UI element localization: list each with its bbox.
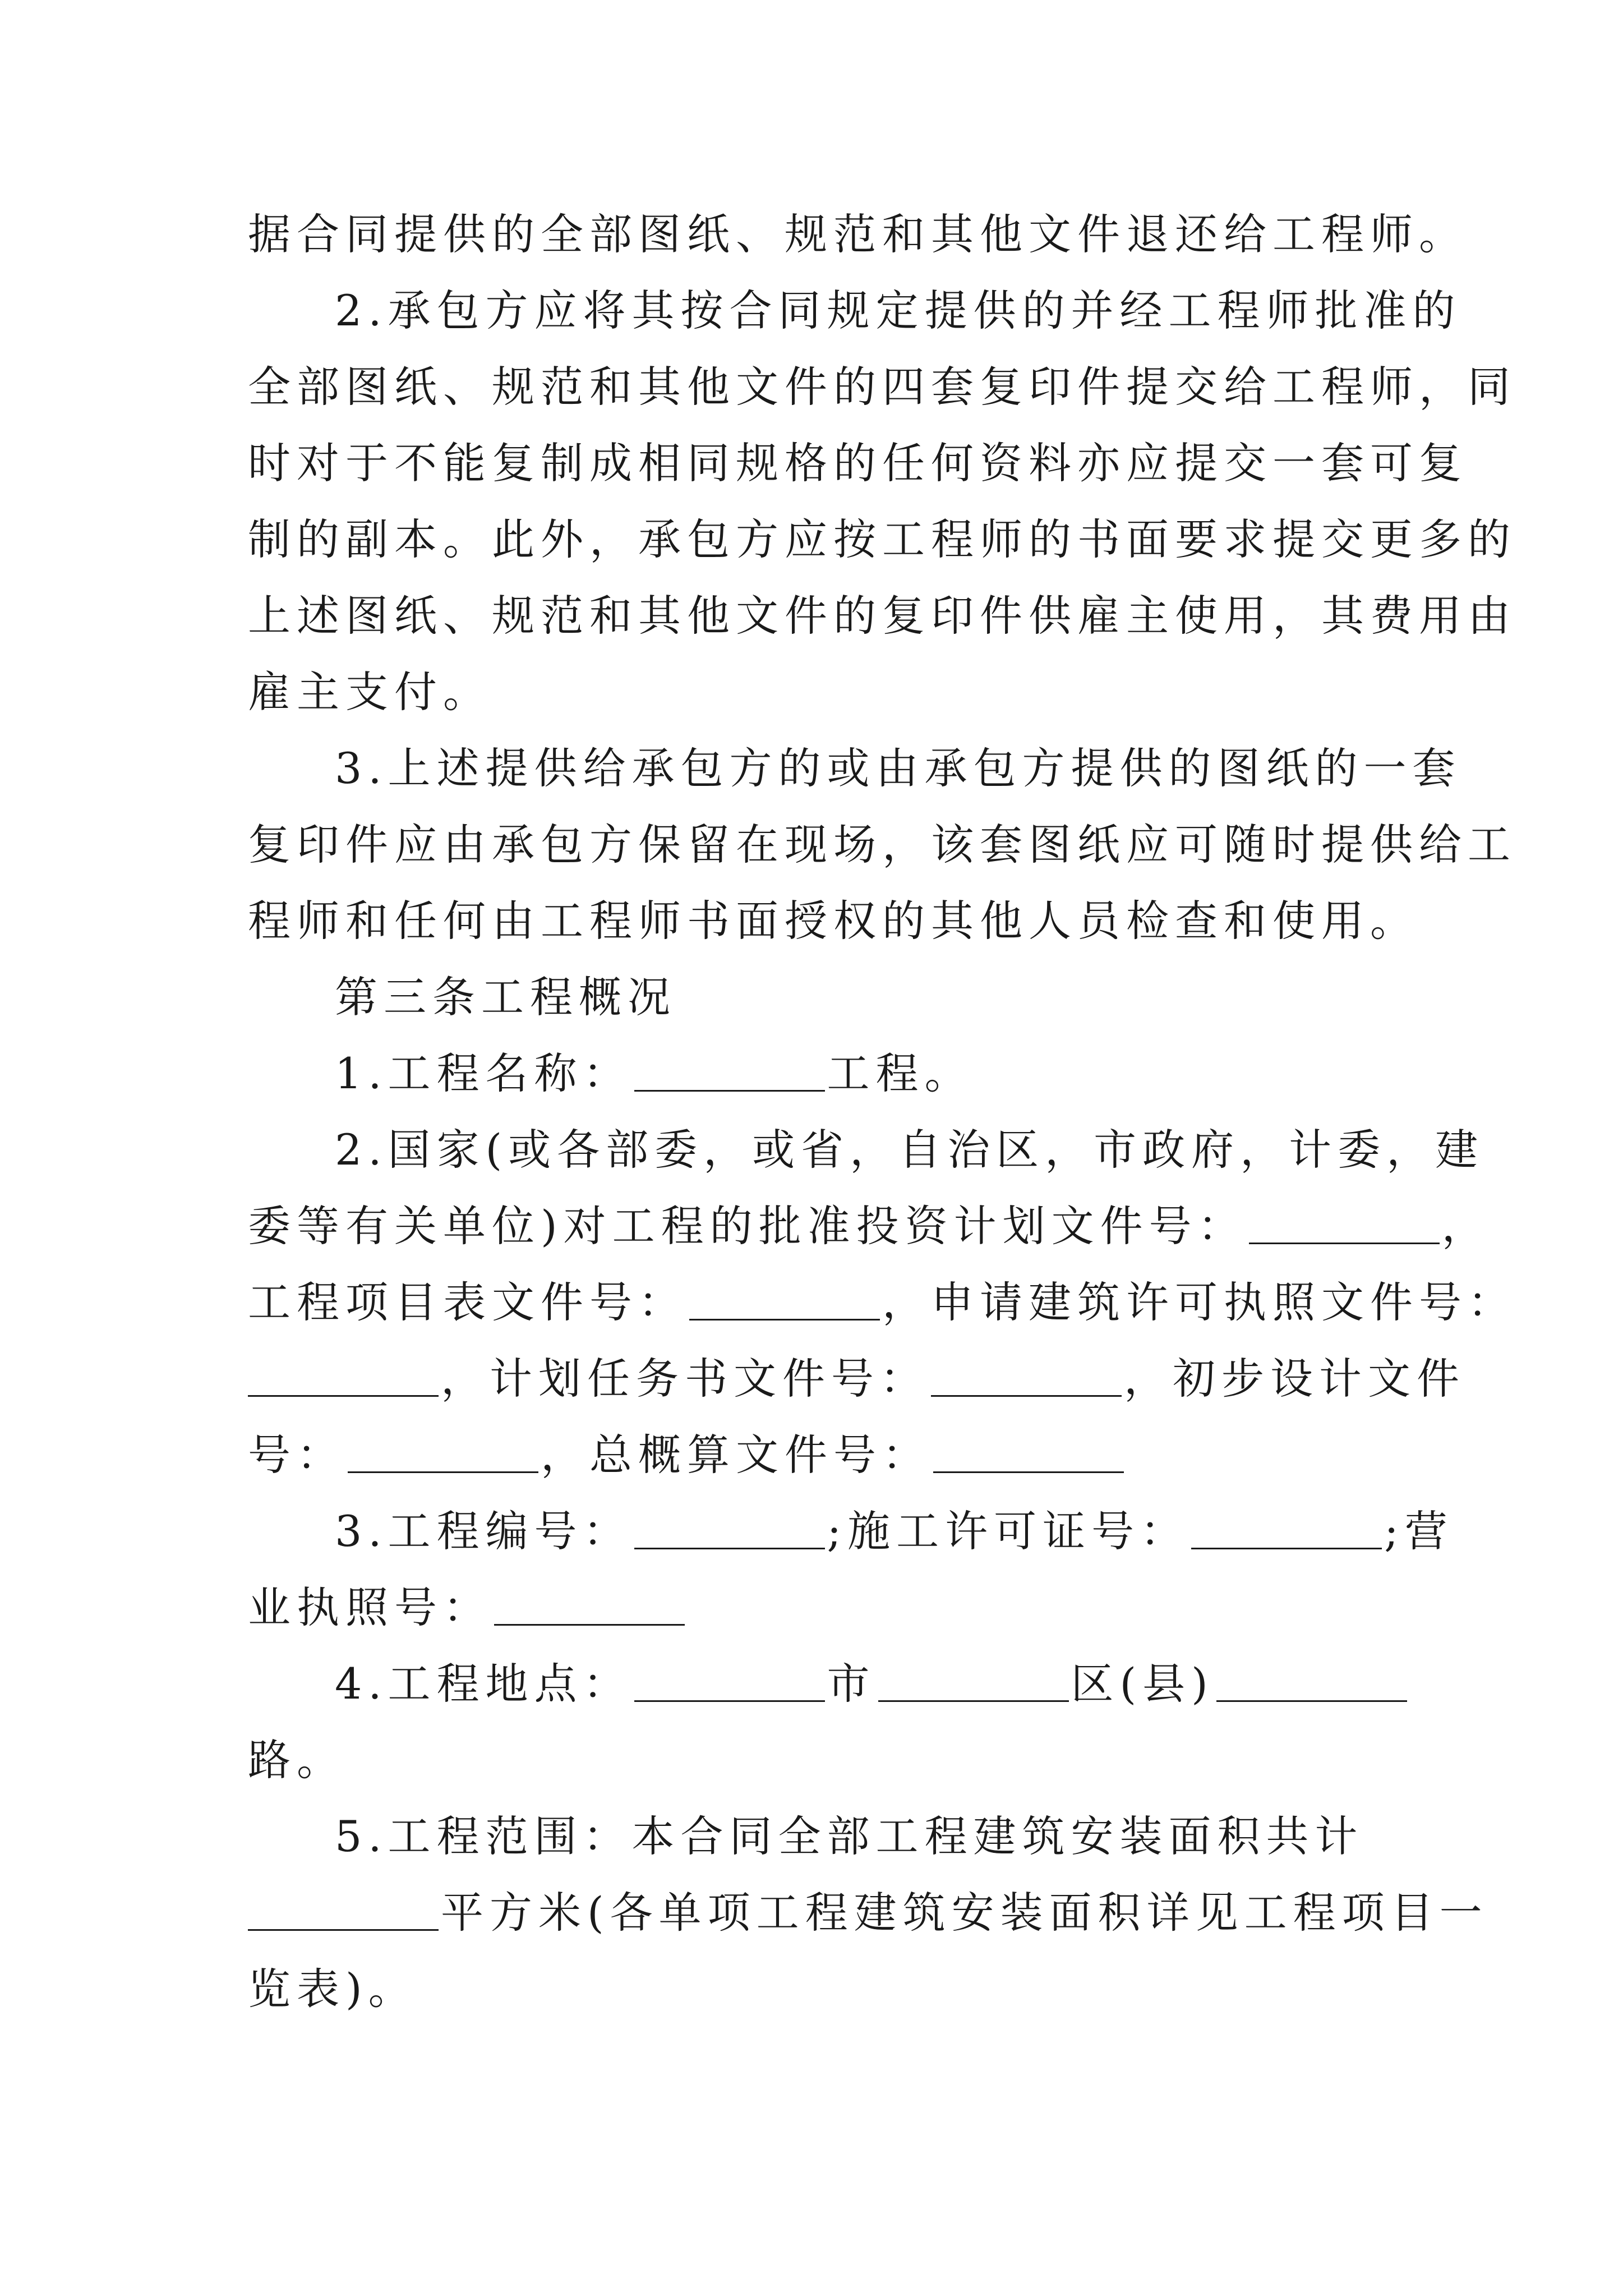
- paragraph-line: 复印件应由承包方保留在现场，该套图纸应可随时提供给工: [248, 820, 1516, 869]
- approval-line-3: [248, 1264, 1516, 1341]
- number-label: 号：: [248, 1430, 345, 1480]
- project-name-blank[interactable]: [634, 1047, 825, 1092]
- district-label: 区(县): [1071, 1659, 1214, 1709]
- scope-line-1: 5.工程范围：本合同全部工程建筑安装面积共计: [335, 1811, 1364, 1861]
- clause-2-line-1: 2.承包方应将其按合同规定提供的并经工程师批准的: [335, 286, 1461, 335]
- project-name-label: 1.工程名称：: [335, 1048, 632, 1098]
- paragraph-line: 上述图纸、规范和其他文件的复印件供雇主使用，其费用由: [248, 591, 1516, 641]
- construction-permit-blank[interactable]: [1191, 1505, 1382, 1549]
- scope-line-3: 览表)。: [248, 1964, 417, 2014]
- task-book-blank[interactable]: [931, 1352, 1122, 1397]
- building-permit-label: ，申请建筑许可执照文件号：: [882, 1277, 1516, 1327]
- road-blank[interactable]: [1216, 1658, 1407, 1702]
- paragraph-line: 程师和任何由工程师书面授权的其他人员检查和使用。: [248, 896, 1419, 946]
- preliminary-design-blank[interactable]: [348, 1429, 538, 1473]
- road-line: 路。: [248, 1735, 345, 1785]
- construction-permit-label: ;施工许可证号：: [827, 1506, 1189, 1556]
- approval-line-4: [248, 1341, 1465, 1417]
- project-number-label: 3.工程编号：: [335, 1506, 632, 1556]
- business-license-blank[interactable]: [494, 1581, 685, 1626]
- approval-line-1: 2.国家(或各部委，或省，自治区，市政府，计委，建: [335, 1125, 1484, 1175]
- business-license-label: 业执照号：: [248, 1582, 492, 1632]
- approval-doc-blank[interactable]: [1249, 1200, 1440, 1244]
- business-license-label-start: ;营: [1384, 1506, 1454, 1556]
- city-blank[interactable]: [634, 1658, 825, 1702]
- comma: ，: [1441, 1201, 1491, 1251]
- budget-doc-label: ，总概算文件号：: [541, 1430, 931, 1480]
- preliminary-design-label: ，初步设计文件: [1124, 1354, 1465, 1404]
- approval-line-5: [248, 1417, 1375, 1493]
- paragraph-line: 全部图纸、规范和其他文件的四套复印件提交给工程师，同: [248, 362, 1516, 412]
- city-label: 市: [827, 1659, 876, 1709]
- document-page: [248, 196, 1516, 2027]
- approval-doc-label: 委等有关单位)对工程的批准投资计划文件号：: [248, 1201, 1247, 1251]
- budget-doc-blank[interactable]: [933, 1429, 1124, 1473]
- location-label: 4.工程地点：: [335, 1659, 632, 1709]
- project-number-line: [248, 1493, 1454, 1570]
- area-unit-label: 平方米(各单项工程建筑安装面积详见工程项目一: [441, 1888, 1488, 1938]
- location-line: [248, 1646, 1375, 1722]
- approval-line-2: [248, 1188, 1491, 1264]
- scope-line-2: [248, 1875, 1488, 1951]
- paragraph-line: 时对于不能复制成相同规格的任何资料亦应提交一套可复: [248, 438, 1468, 488]
- project-list-doc-blank[interactable]: [689, 1276, 880, 1320]
- paragraph-line: 雇主支付。: [248, 667, 492, 717]
- task-book-label: ，计划任务书文件号：: [441, 1354, 929, 1404]
- project-name-line: [248, 1036, 1375, 1112]
- paragraph-line: 据合同提供的全部图纸、规范和其他文件退还给工程师。: [248, 209, 1468, 259]
- project-name-suffix: 工程。: [827, 1048, 974, 1098]
- paragraph-line: 制的副本。此外，承包方应按工程师的书面要求提交更多的: [248, 514, 1516, 564]
- building-permit-blank[interactable]: [248, 1352, 439, 1397]
- section-heading: 第三条工程概况: [335, 972, 676, 1022]
- project-list-doc-label: 工程项目表文件号：: [248, 1277, 687, 1327]
- area-blank[interactable]: [248, 1887, 439, 1931]
- project-number-blank[interactable]: [634, 1505, 825, 1549]
- district-blank[interactable]: [878, 1658, 1069, 1702]
- clause-3-line-1: 3.上述提供给承包方的或由承包方提供的图纸的一套: [335, 743, 1461, 793]
- business-license-line: [248, 1570, 1375, 1646]
